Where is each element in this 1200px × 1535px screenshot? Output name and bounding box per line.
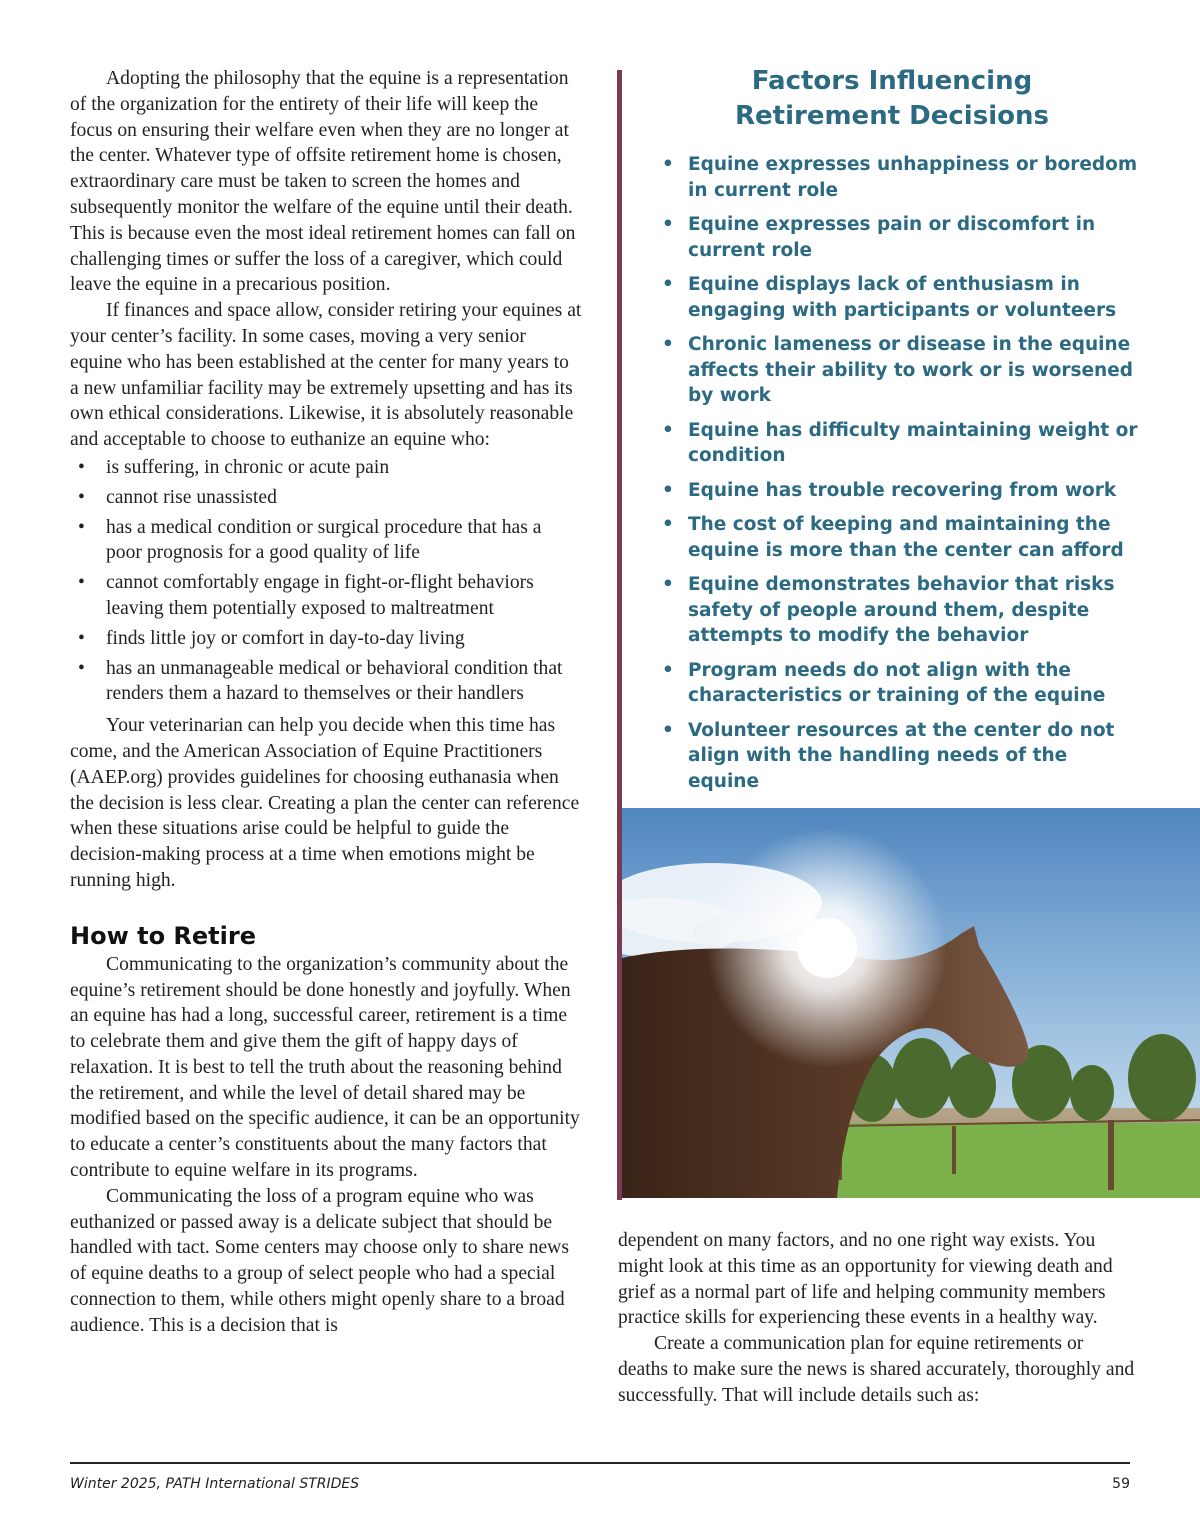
paragraph: Communicating to the organization’s community about the equine’s retirement should be done honestly and joyfully. When an equine has had a long, successful career, retirement is a time to celebrate them and give them the gift of happy days of relaxation. It is best to tell the truth about the reasoning behind the retirement, and while the level of detail shared may be modified based on the specific audience, it can be an opportunity to educate a center’s constituents about the many factors that contribute to equine welfare in its programs. — [70, 953, 580, 1182]
page-number: 59 — [1112, 1476, 1130, 1492]
list-item: • finds little joy or comfort in day-to-day living — [70, 626, 582, 652]
bullet-icon: • — [78, 657, 85, 679]
factors-list — [642, 152, 1142, 794]
factor-item: • Volunteer resources at the center do not align with the handling needs of the equine — [662, 719, 1115, 792]
bullet-icon: • — [78, 627, 85, 649]
list-item: • has an unmanageable medical or behavioral condition that renders them a hazard to themselves or their handlers — [78, 657, 563, 705]
bullet-icon: • — [662, 419, 674, 441]
list-item: • cannot comfortably engage in fight-or-flight behaviors leaving them potentially exposed to maltreatment — [78, 572, 534, 619]
sidebar-title-line: Retirement Decisions — [735, 101, 1049, 131]
bullet-icon: • — [78, 572, 85, 594]
bullet-icon: • — [662, 214, 674, 235]
list-item: • cannot rise unassisted — [70, 485, 582, 511]
paragraph: Adopting the philosophy that the equine is a representation of the organization for the entirety of their life will keep the focus on ensuring their welfare even when they are no longer at the center. Whatever type of offsite retirement home is chosen, extraordinary care must be taken to screen the homes and subsequently monitor the welfare of the equine until their death. This is because even the most ideal retirement homes can fall on challenging times or suffer the loss of a caregiver, which could leave the equine in a precarious position. — [70, 68, 576, 296]
section-heading: How to Retire — [70, 921, 256, 950]
sidebar-title-line: Factors Influencing — [751, 66, 1033, 96]
horse-photo-illustration — [622, 808, 1200, 1198]
factor-item: • Equine expresses unhappiness or boredom in current role — [662, 154, 1138, 201]
factors-sidebar — [642, 64, 1142, 803]
factor-item: • Program needs do not align with the characteristics or training of the equine — [662, 659, 1106, 706]
sidebar-title — [642, 64, 1142, 134]
left-column — [70, 66, 582, 1339]
factor-item: • Chronic lameness or disease in the equine affects their ability to work or is worsened by work — [662, 334, 1134, 406]
bullet-icon: • — [78, 456, 85, 478]
bullet-icon: • — [662, 479, 674, 501]
factor-item: • Equine has difficulty maintaining weight or condition — [662, 419, 1138, 466]
paragraph: If finances and space allow, consider retiring your equines at your center’s facility. In some cases, moving a very senior equine who has been established at the center for many years to a new unfamiliar facility may be extremely upsetting and has its own ethical considerations. Likewise, it is absolutely reasonable and acceptable to choose to euthanize an equine who: — [70, 300, 582, 451]
bullet-icon: • — [662, 154, 674, 175]
list-item: • is suffering, in chronic or acute pain — [70, 455, 582, 481]
factor-item: • Equine demonstrates behavior that risks safety of people around them, despite attempts to modify the behavior — [662, 574, 1115, 646]
paragraph: Your veterinarian can help you decide when this time has come, and the American Association of Equine Practitioners (AAEP.org) provides guidelines for choosing euthanasia when the decision is less clear. Creating a plan the center can reference when these situations arise could be helpful to guide the decision-making process at a time when emotions might be running high. — [70, 715, 580, 891]
footer-publication: Winter 2025, PATH International STRIDES — [70, 1476, 360, 1492]
bullet-icon: • — [78, 516, 85, 538]
bullet-icon: • — [662, 719, 674, 741]
bullet-icon: • — [662, 514, 674, 535]
footer-divider — [70, 1462, 1130, 1464]
horse-photo — [622, 808, 1200, 1198]
paragraph: dependent on many factors, and no one right way exists. You might look at this time as an opportunity for viewing death and grief as a normal part of life and helping community members practice skills for experiencing these events in a healthy way. — [618, 1230, 1113, 1329]
bullet-icon: • — [662, 334, 674, 355]
factor-item: • Equine displays lack of enthusiasm in engaging with participants or volunteers — [662, 274, 1117, 321]
factor-item: • Equine expresses pain or discomfort in current role — [662, 214, 1096, 261]
bullet-icon: • — [662, 274, 674, 295]
euthanasia-criteria-list — [70, 455, 582, 707]
bullet-icon: • — [78, 486, 85, 508]
factor-item: • The cost of keeping and maintaining the equine is more than the center can afford — [662, 514, 1124, 561]
paragraph: Communicating the loss of a program equine who was euthanized or passed away is a delicate subject that should be handled with tact. Some centers may choose only to share news of equine deaths to a group of select people who had a special connection to them, while others might openly share to a broad audience. This is a decision that is — [70, 1185, 569, 1336]
right-column — [618, 1228, 1138, 1409]
paragraph: Create a communication plan for equine retirements or deaths to make sure the news is shared accurately, thoroughly and successfully. That will include details such as: — [618, 1333, 1135, 1406]
factor-item: • Equine has trouble recovering from work — [642, 478, 1142, 504]
bullet-icon: • — [662, 574, 674, 595]
list-item: • has a medical condition or surgical procedure that has a poor prognosis for a good quality of life — [78, 516, 542, 564]
bullet-icon: • — [662, 659, 674, 681]
